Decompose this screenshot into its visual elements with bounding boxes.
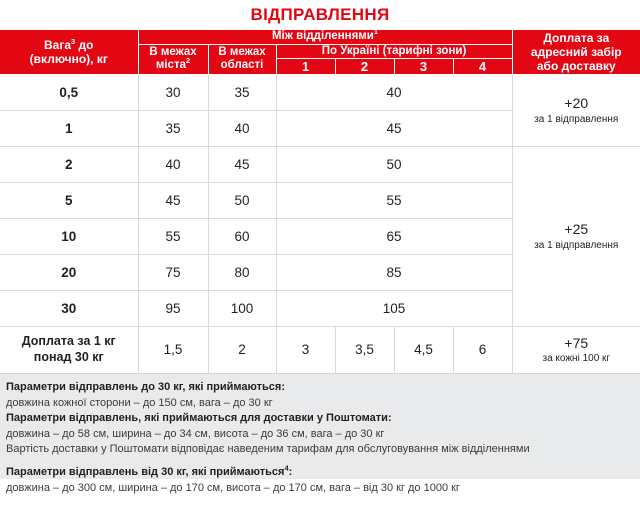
cell-within-city: 75	[138, 254, 208, 290]
header-weight-label-cont: до	[75, 37, 94, 52]
cell-extra-zone-4: 6	[453, 326, 512, 373]
cell-within-region: 40	[208, 110, 276, 146]
header-weight-label: Вага	[44, 37, 72, 52]
header-between-branches-label: Між відділеннями	[271, 30, 374, 42]
header-within-city-line2: міста	[155, 59, 186, 72]
header-address-surcharge-line1: Доплата за	[543, 30, 610, 45]
cell-address-surcharge	[512, 146, 640, 326]
header-zone-1: 1	[276, 59, 335, 75]
footnote-parcels-over30-title	[6, 465, 634, 481]
cell-within-city: 40	[138, 146, 208, 182]
footnotes-panel	[0, 374, 640, 494]
cell-extra-within-city: 1,5	[138, 326, 208, 373]
table-row-extra	[0, 326, 640, 373]
footnote-over30-marker: 4	[284, 463, 289, 473]
table-row	[0, 146, 640, 182]
header-weight	[0, 30, 138, 74]
cell-extra-zone-2: 3,5	[335, 326, 394, 373]
surcharge-unit: за кожні 100 кг	[542, 353, 611, 365]
cell-within-region: 60	[208, 218, 276, 254]
surcharge-amount: +20	[564, 95, 589, 112]
cell-weight: 10	[0, 218, 138, 254]
footnote-postomat-pricing: Вартість доставки у Поштомати відповідає наведеним тарифам для обслуговування між відділеннями	[6, 443, 530, 456]
cell-extra-address-surcharge	[512, 326, 640, 373]
header-weight-footnote-marker: 3	[71, 36, 76, 46]
cell-within-region: 80	[208, 254, 276, 290]
footnote-parcels-over30-colon: :	[288, 466, 293, 478]
cell-across-ukraine: 65	[276, 218, 512, 254]
header-between-branches	[138, 27, 512, 44]
header-zone-2: 2	[335, 59, 394, 75]
cell-across-ukraine: 45	[276, 110, 512, 146]
header-within-region	[208, 44, 276, 74]
cell-within-city: 30	[138, 74, 208, 110]
header-address-surcharge	[512, 30, 640, 74]
page-title: ВІДПРАВЛЕННЯ	[250, 5, 390, 24]
header-between-branches-footnote-marker: 1	[373, 27, 379, 37]
cell-extra-zone-3: 4,5	[394, 326, 453, 373]
cell-weight: 5	[0, 182, 138, 218]
table-header	[0, 27, 640, 75]
cell-across-ukraine: 105	[276, 290, 512, 326]
cell-weight: 1	[0, 110, 138, 146]
footnote-parcels-upto30-text: довжина кожної сторони – до 150 см, вага – до 30 кг	[6, 396, 273, 409]
header-zone-3: 3	[394, 59, 453, 75]
surcharge-unit: за 1 відправлення	[534, 113, 619, 125]
page-title-bar	[0, 0, 640, 30]
header-across-ukraine: По Україні (тарифні зони)	[276, 44, 512, 59]
footnote-parcels-over30-title-text: Параметри відправлень від 30 кг, які приймаються	[6, 466, 285, 478]
cell-extra-label-line1: Доплата за 1 кг	[21, 334, 116, 349]
surcharge-unit: за 1 відправлення	[534, 239, 619, 251]
cell-extra-within-region: 2	[208, 326, 276, 373]
header-address-surcharge-line2: адресний забір	[530, 44, 622, 59]
cell-extra-zone-1: 3	[276, 326, 335, 373]
surcharge-amount: +25	[564, 221, 589, 238]
cell-within-region: 35	[208, 74, 276, 110]
cell-across-ukraine: 85	[276, 254, 512, 290]
table-row	[0, 74, 640, 110]
tariff-table	[0, 27, 640, 374]
cell-across-ukraine: 55	[276, 182, 512, 218]
cell-address-surcharge	[512, 74, 640, 146]
cell-within-region: 45	[208, 146, 276, 182]
cell-weight: 30	[0, 290, 138, 326]
cell-within-region: 100	[208, 290, 276, 326]
cell-across-ukraine: 40	[276, 74, 512, 110]
cell-within-region: 50	[208, 182, 276, 218]
header-within-region-line2: області	[220, 59, 264, 72]
footnote-spacer	[6, 458, 634, 465]
cell-weight: 2	[0, 146, 138, 182]
cell-within-city: 45	[138, 182, 208, 218]
surcharge-amount: +75	[564, 334, 589, 351]
table-body	[0, 74, 640, 373]
footnote-postomat-title: Параметри відправлень, які приймаються для доставки у Поштомати:	[6, 412, 392, 425]
header-within-city-line1: В межах	[149, 45, 197, 58]
footnote-postomat-text: довжина – до 58 см, ширина – до 34 см, висота – до 36 см, вага – до 30 кг	[6, 427, 385, 440]
header-row-1	[0, 30, 640, 44]
cell-within-city: 95	[138, 290, 208, 326]
cell-across-ukraine: 50	[276, 146, 512, 182]
header-address-surcharge-line3: або доставку	[536, 59, 616, 74]
header-within-region-line1: В межах	[218, 45, 266, 58]
header-weight-line2: (включно), кг	[29, 51, 108, 66]
header-within-city	[138, 44, 208, 74]
cell-weight: 20	[0, 254, 138, 290]
cell-extra-label-line2: понад 30 кг	[33, 349, 104, 364]
cell-within-city: 55	[138, 218, 208, 254]
footnote-parcels-over30-text: довжина – до 300 см, ширина – до 170 см, висота – до 170 см, вага – від 30 кг до 1000 кг	[6, 481, 460, 494]
cell-weight: 0,5	[0, 74, 138, 110]
header-zone-4: 4	[453, 59, 512, 75]
cell-within-city: 35	[138, 110, 208, 146]
cell-extra-label	[0, 326, 138, 373]
footnote-parcels-upto30-title: Параметри відправлень до 30 кг, які приймаються:	[6, 380, 286, 393]
header-within-city-footnote-marker: 2	[185, 56, 191, 66]
